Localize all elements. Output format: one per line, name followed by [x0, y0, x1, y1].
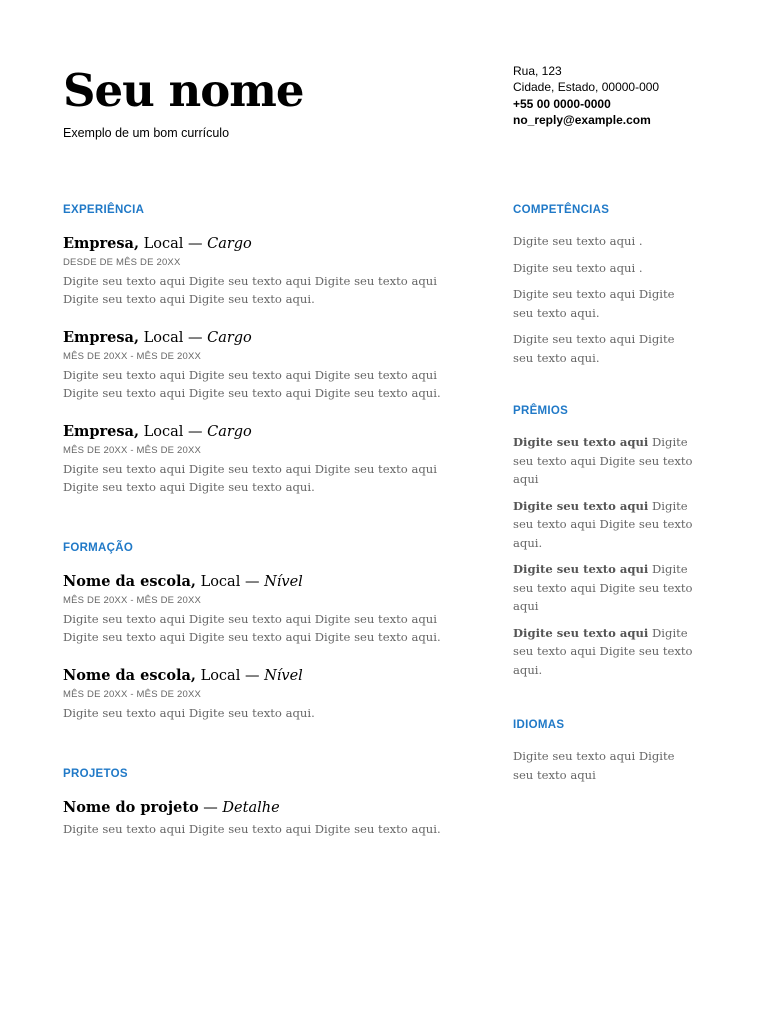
skill-item: Digite seu texto aqui Digite seu texto aqui.	[513, 287, 675, 320]
entry-description: Digite seu texto aqui Digite seu texto aqui.	[63, 706, 315, 720]
entry-org: Empresa,	[63, 235, 140, 252]
award-item	[513, 433, 693, 489]
award-item	[513, 497, 693, 553]
entry-org: Empresa,	[63, 423, 140, 440]
awards-heading: PRÊMIOS	[513, 405, 569, 417]
entry-role: Detalhe	[222, 800, 280, 816]
awards-section	[513, 405, 693, 679]
education-entry	[63, 572, 463, 646]
skills-heading: COMPETÊNCIAS	[513, 204, 610, 216]
entry-org: Nome da escola,	[63, 667, 196, 684]
entry-description: Digite seu texto aqui Digite seu texto aqui Digite seu texto aqui.	[63, 822, 441, 836]
entry-org: Nome da escola,	[63, 573, 196, 590]
resume-subtitle: Exemplo de um bom currículo	[63, 126, 230, 140]
education-section	[63, 542, 463, 722]
main-column	[63, 204, 463, 838]
entry-role: Nível	[264, 668, 303, 684]
entry-role: Nível	[264, 574, 303, 590]
entry-place: Local —	[139, 330, 208, 346]
experience-entry	[63, 422, 463, 496]
skills-section	[513, 204, 693, 367]
award-item	[513, 560, 693, 616]
award-text: Digite seu texto aqui Digite seu texto aqui.	[513, 498, 693, 550]
entry-description: Digite seu texto aqui Digite seu texto aqui Digite seu texto aqui Digite seu texto aqui Digite seu texto aqui Digite seu texto aqui.	[63, 612, 441, 644]
entry-date: MÊS DE 20XX - MÊS DE 20XX	[63, 351, 202, 362]
entry-role: Cargo	[207, 236, 252, 252]
entry-role: Cargo	[207, 424, 252, 440]
languages-heading: IDIOMAS	[513, 719, 565, 731]
contact-street: Rua, 123	[513, 64, 562, 78]
education-entry	[63, 666, 463, 722]
entry-org: Empresa,	[63, 329, 140, 346]
award-title: Digite seu texto aqui	[513, 625, 649, 640]
contact-block	[513, 63, 659, 128]
award-text: Digite seu texto aqui Digite seu texto aqui.	[513, 625, 693, 677]
experience-heading: EXPERIÊNCIA	[63, 204, 145, 216]
entry-title	[63, 666, 463, 686]
entry-date: MÊS DE 20XX - MÊS DE 20XX	[63, 595, 202, 606]
languages-section	[513, 719, 693, 784]
entry-description: Digite seu texto aqui Digite seu texto aqui Digite seu texto aqui Digite seu texto aqui Digite seu texto aqui.	[63, 462, 437, 494]
contact-phone: +55 00 0000-0000	[513, 96, 611, 111]
entry-description: Digite seu texto aqui Digite seu texto aqui Digite seu texto aqui Digite seu texto aqui Digite seu texto aqui Digite seu texto aqui.	[63, 368, 441, 400]
side-column	[513, 204, 693, 784]
experience-entry	[63, 328, 463, 402]
projects-section	[63, 768, 463, 838]
skill-item: Digite seu texto aqui .	[513, 260, 643, 275]
project-entry	[63, 798, 463, 838]
entry-title	[63, 328, 463, 348]
education-heading: FORMAÇÃO	[63, 542, 134, 554]
person-name: Seu nome	[63, 64, 304, 117]
skill-item: Digite seu texto aqui Digite seu texto aqui.	[513, 332, 675, 365]
contact-email[interactable]: no_reply@example.com	[513, 112, 651, 127]
projects-heading: PROJETOS	[63, 768, 128, 780]
entry-role: Cargo	[207, 330, 252, 346]
languages-text: Digite seu texto aqui Digite seu texto aqui	[513, 749, 675, 782]
award-title: Digite seu texto aqui	[513, 562, 649, 576]
contact-city: Cidade, Estado, 00000-000	[513, 80, 660, 95]
entry-description: Digite seu texto aqui Digite seu texto aqui Digite seu texto aqui Digite seu texto aqui Digite seu texto aqui.	[63, 274, 437, 306]
award-title: Digite seu texto aqui	[513, 498, 649, 513]
entry-date: DESDE DE MÊS DE 20XX	[63, 257, 181, 268]
entry-date: MÊS DE 20XX - MÊS DE 20XX	[63, 445, 202, 456]
entry-place: Local —	[195, 668, 265, 684]
experience-section	[63, 204, 463, 496]
award-text: Digite seu texto aqui Digite seu texto aqui	[513, 562, 693, 613]
award-title: Digite seu texto aqui	[513, 435, 649, 449]
entry-title	[63, 422, 463, 442]
skill-item: Digite seu texto aqui .	[513, 234, 643, 248]
entry-place: —	[198, 800, 223, 816]
entry-title	[63, 798, 463, 818]
award-item	[513, 624, 693, 680]
award-text: Digite seu texto aqui Digite seu texto aqui	[513, 435, 693, 486]
entry-date: MÊS DE 20XX - MÊS DE 20XX	[63, 689, 202, 700]
entry-place: Local —	[139, 236, 208, 252]
entry-place: Local —	[195, 574, 265, 590]
experience-entry	[63, 234, 463, 308]
entry-place: Local —	[139, 424, 208, 440]
entry-title	[63, 234, 463, 254]
entry-title	[63, 572, 463, 592]
entry-org: Nome do projeto	[63, 799, 199, 816]
